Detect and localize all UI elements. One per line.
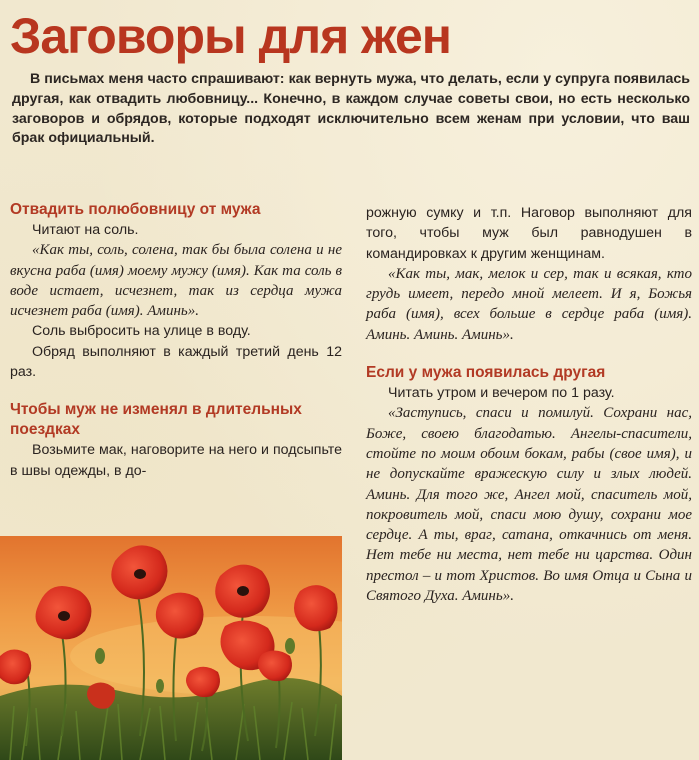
instruction-text: Читать утром и вечером по 1 разу. [388,385,615,402]
left-column [10,200,342,481]
poppy-field-photo [0,536,342,760]
instruction-text: Соль выбросить на улице в воду. [32,323,251,340]
instruction-text-continued: рожную сумку и т.п. Наговор выполняют для того, чтобы муж был равнодушен в командировках к другим женщинам. [366,205,692,262]
right-column [366,203,692,606]
section-heading-trips: Чтобы муж не изменял в длительных поездках [10,401,302,439]
instruction-text: Обряд выполняют в каждый третий день 12 раз. [10,343,342,381]
page-title: Заговоры для жен [10,8,451,64]
intro-paragraph: В письмах меня часто спрашивают: как вернуть мужа, что делать, если у супруга появилась другая, как отвадить любовницу... Конечно, в каждом случае советы свои, но есть несколько заговоров и обрядов, которые подходят исключительно всем женам при условии, что ваш брак официальный. [12,71,690,147]
section-heading-lover: Отвадить полюбовницу от мужа [10,201,261,218]
instruction-text-start: Возьмите мак, наговорите на него и подсыпьте в швы одежды, в до- [10,442,342,479]
section-heading-other-woman: Если у мужа появилась другая [366,364,606,382]
spell-text: «Как ты, мак, мелок и сер, так и всякая, кто грудь имеет, передо мной мелеет. И я, Божья раба (имя), всех больше в сердце раба (имя). Аминь. Аминь. Аминь». [366,265,692,343]
spell-text: «Заступись, спаси и помилуй. Сохрани нас, Боже, своею благодатью. Ангелы-спасители, стойте по моим обоим бокам, рабы (свое имя), и не допускайте вражескую силу и злых людей. Аминь. Для того же, Ангел мой, спаситель мой, покровитель мой, спаси мою душу, сохрани мое сердце. А ты, враг, сатана, откачнись от меня. Нет тебе ни места, нет тебе ни царства. Один престол – и тот Христов. Во имя Отца и Сына и Святого Духа. Аминь». [366,405,692,605]
spell-text: «Как ты, соль, солена, так бы была солена и не вкусна раба (имя) моему мужу (имя). Как та соль в воде истает, исчезнет, так из сердца мужа исчезнет раба (имя). Аминь». [10,242,342,320]
instruction-text: Читают на соль. [32,222,139,238]
